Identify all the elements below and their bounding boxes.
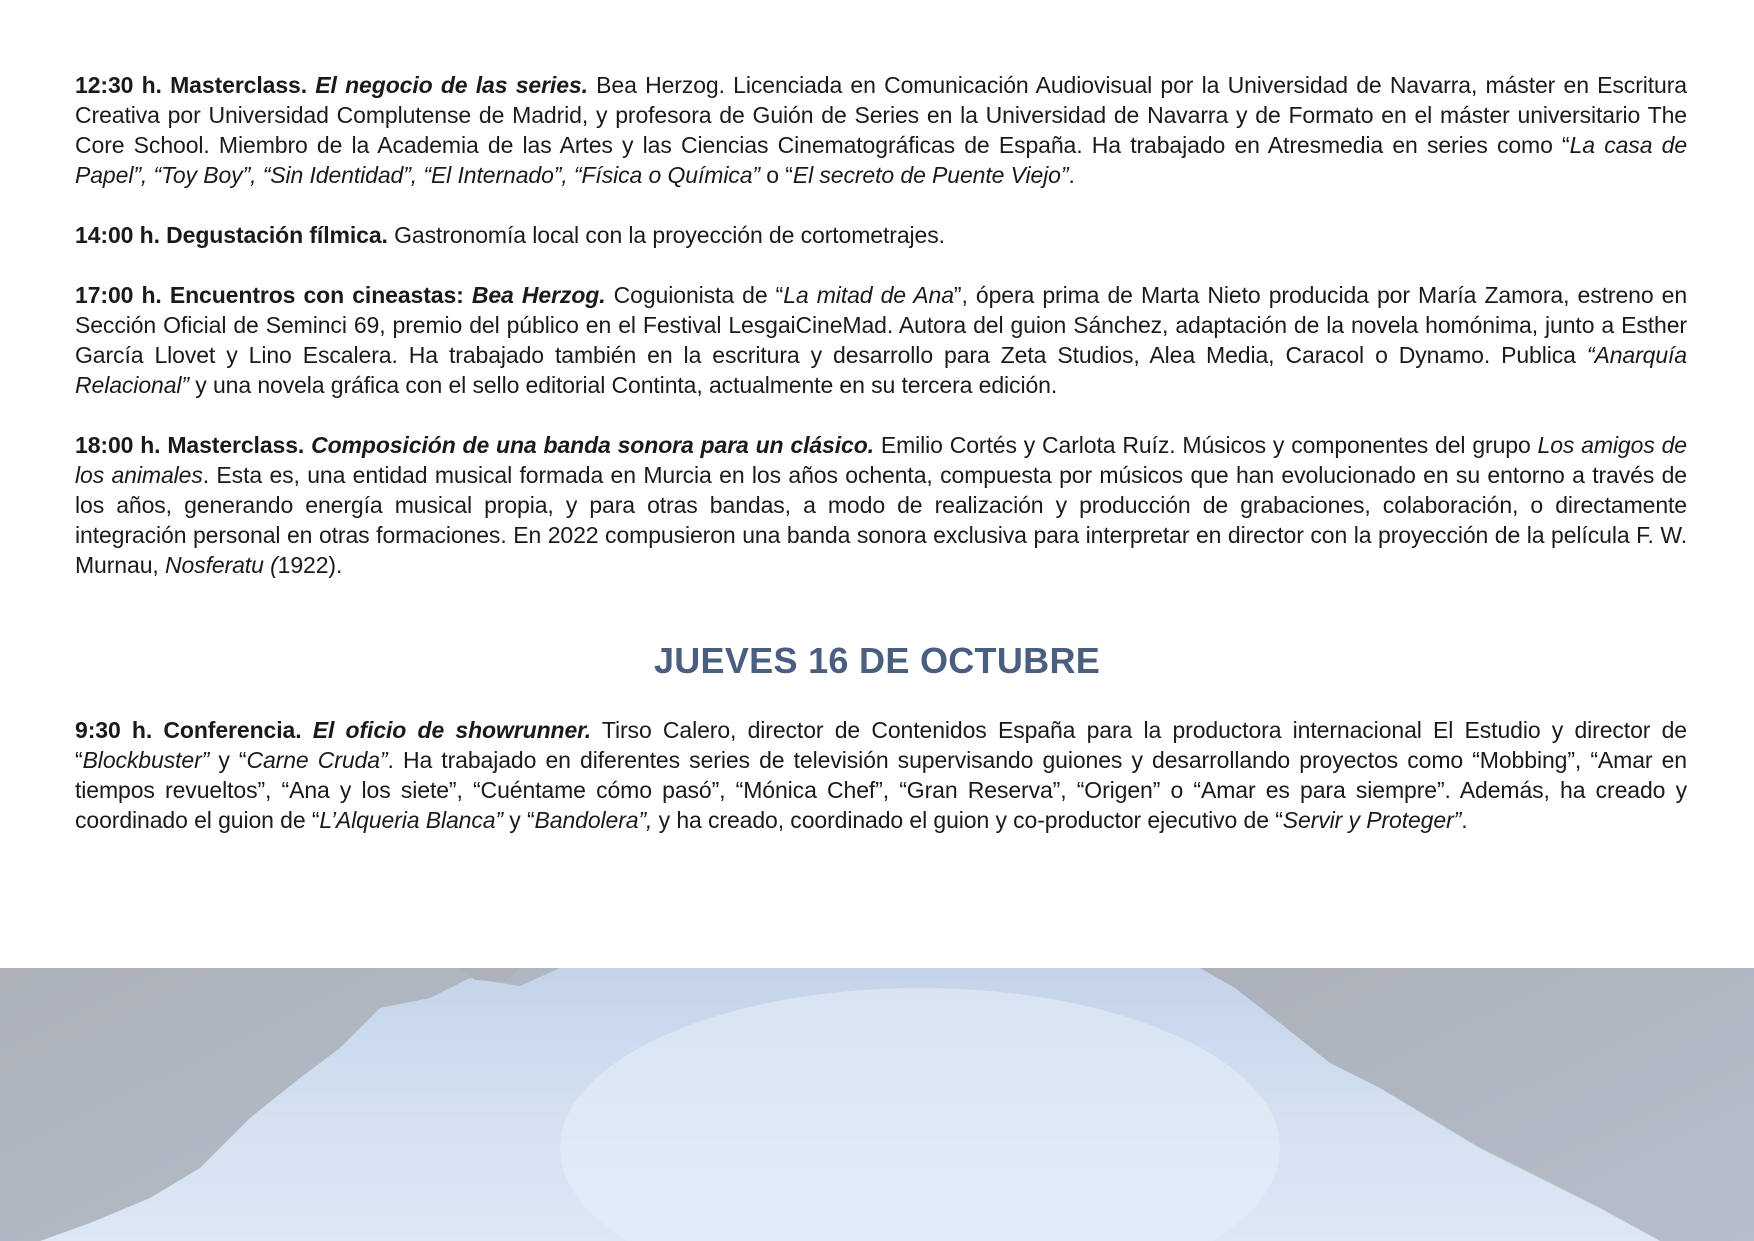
entry-description: L’Alqueria Blanca” <box>319 807 503 833</box>
entry-title: Composición de una banda sonora para un clásico. <box>311 432 874 458</box>
entry-description: Los amigos de los animales <box>75 432 1687 488</box>
entry-description: ”, ópera prima de Marta Nieto producida por María Zamora, estreno en Sección Oficial de Seminci 69, premio del público en el Festival LesgaiCineMad. Autora del guion Sánchez, adaptación de la novela homónima, junto a Esther García Llovet y Lino Escalera. Ha trabajado también en la escritura y desarrollo para Zeta Studios, Alea Media, Caracol o Dynamo. Publica <box>75 282 1688 368</box>
entry-description: . Ha trabajado en diferentes series de televisión supervisando guiones y desarrollando proyectos como “Mobbing”, “Amar en tiempos revueltos”, “Ana y los siete”, “Cuéntame cómo pasó”, “Mónica Chef”, “Gran Reserva”, “Origen” o “Amar es para siempre”. Además, ha creado y coordinado el guion de “ <box>75 747 1687 833</box>
entry-description: Coguionista de “ <box>605 282 784 308</box>
schedule-entry <box>75 280 1687 400</box>
entry-type: Masterclass. <box>170 72 308 98</box>
schedule-entry <box>75 220 1687 250</box>
entry-description: Blockbuster” <box>82 747 210 773</box>
day2-schedule <box>75 715 1687 865</box>
entry-type: Conferencia. <box>163 717 302 743</box>
entry-description: Bandolera”, <box>534 807 653 833</box>
schedule-entry <box>75 70 1687 190</box>
entry-type: Degustación fílmica. <box>166 222 388 248</box>
schedule-entry <box>75 715 1687 835</box>
entry-time: 9:30 h. <box>75 717 153 743</box>
entry-title: El negocio de las series. <box>315 72 588 98</box>
entry-description: Tirso Calero, director de Contenidos España para la productora internacional El Estudio y director de “ <box>75 717 1687 773</box>
entry-description: “Anarquía Relacional” <box>75 342 1687 398</box>
entry-description: Gastronomía local con la proyección de cortometrajes. <box>387 222 945 248</box>
entry-description: Nosferatu ( <box>164 552 278 578</box>
entry-type: Encuentros con cineastas: <box>169 282 464 308</box>
landscape-image <box>0 968 1754 1241</box>
day1-schedule <box>75 70 1687 610</box>
entry-description: La casa de Papel”, “Toy Boy”, “Sin Identidad”, “El Internado”, “Física o Química” <box>75 132 1688 188</box>
entry-time: 17:00 h. <box>75 282 162 308</box>
entry-description: y “ <box>209 747 247 773</box>
entry-description: Servir y Proteger” <box>1282 807 1462 833</box>
entry-description: . Esta es, una entidad musical formada en Murcia en los años ochenta, compuesta por músicos que han evolucionado en su entorno a través de los años, generando energía musical propia, y para otras bandas, a modo de realización y producción de grabaciones, colaboración, o directamente integración personal en otras formaciones. En 2022 compusieron una banda sonora exclusiva para interpretar en director con la proyección de la película F. W. Murnau, <box>75 462 1688 578</box>
entry-type: Masterclass. <box>167 432 305 458</box>
entry-description: La mitad de Ana <box>783 282 954 308</box>
entry-description: y ha creado, coordinado el guion y co-productor ejecutivo de “ <box>652 807 1283 833</box>
entry-title: Bea Herzog. <box>471 282 606 308</box>
entry-description: 1922). <box>277 552 343 578</box>
entry-time: 18:00 h. <box>75 432 161 458</box>
entry-description: Emilio Cortés y Carlota Ruíz. Músicos y componentes del grupo <box>873 432 1538 458</box>
entry-title: El oficio de showrunner. <box>312 717 592 743</box>
schedule-entry <box>75 430 1687 580</box>
entry-description: y una novela gráfica con el sello editorial Continta, actualmente en su tercera edición. <box>188 372 1058 398</box>
entry-description: . <box>1068 162 1075 188</box>
entry-time: 12:30 h. <box>75 72 162 98</box>
entry-description: y “ <box>502 807 535 833</box>
entry-description: . <box>1461 807 1468 833</box>
entry-description: Bea Herzog. Licenciada en Comunicación Audiovisual por la Universidad de Navarra, máster en Escritura Creativa por Universidad Complutense de Madrid, y profesora de Guión de Series en la Universidad de Navarra y de Formato en el máster universitario The Core School. Miembro de la Academia de las Artes y las Ciencias Cinematográficas de España. Ha trabajado en Atresmedia en series como “ <box>75 72 1687 158</box>
entry-description: Carne Cruda” <box>246 747 388 773</box>
entry-description: El secreto de Puente Viejo” <box>792 162 1069 188</box>
entry-time: 14:00 h. <box>75 222 160 248</box>
day-heading: JUEVES 16 DE OCTUBRE <box>653 640 1101 681</box>
entry-description: o “ <box>759 162 793 188</box>
